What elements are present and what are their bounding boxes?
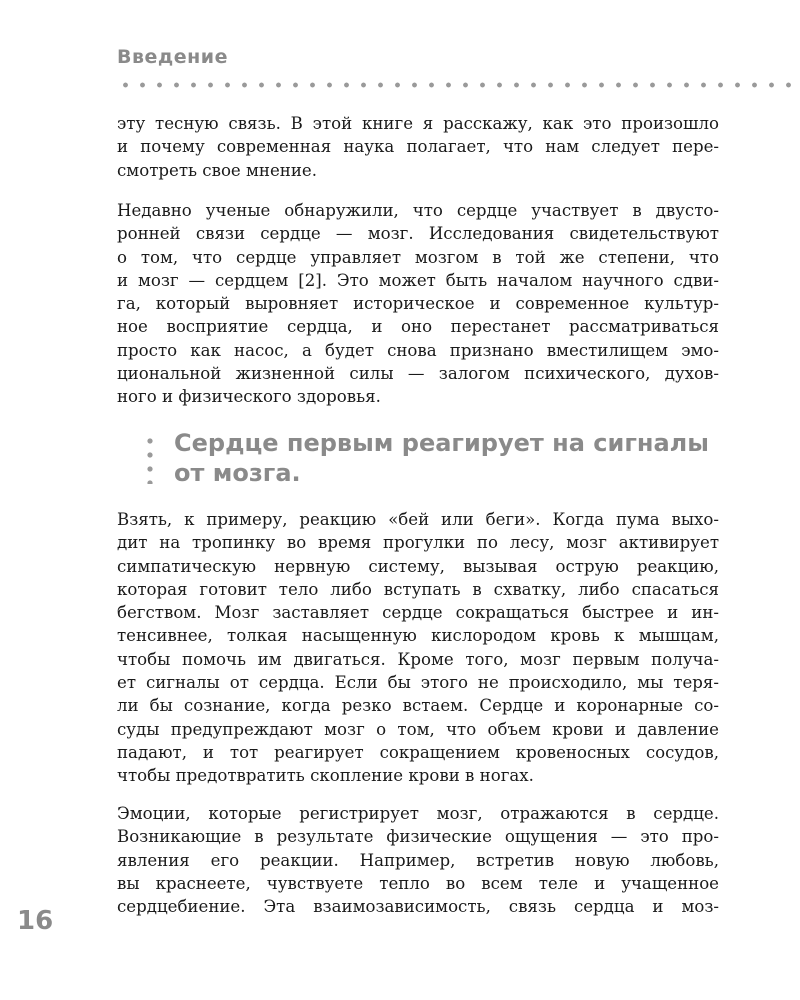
text-line: ли бы сознание, когда резко встаем. Сердце и коронарные со- (117, 696, 719, 716)
pullquote-dots (147, 434, 153, 484)
text-line: ронней связи сердце — мозг. Исследования свидетельствуют (117, 224, 719, 244)
running-head: Введение (117, 46, 228, 68)
pullquote-line: от мозга. (174, 459, 301, 487)
text-line: сердцебиение. Эта взаимозависимость, связь сердца и моз- (117, 897, 719, 917)
paragraph-4 (117, 802, 719, 918)
paragraph-1 (117, 112, 719, 182)
text-line: суды предупреждают мозг о том, что объем крови и давление (117, 719, 719, 739)
text-line: смотреть свое мнение. (117, 160, 318, 180)
text-line: ное восприятие сердца, и оно перестанет рассматриваться (117, 317, 719, 337)
text-line: и мозг — сердцем [2]. Это может быть началом научного сдви- (117, 270, 719, 290)
text-line: симпатическую нервную систему, вызывая острую реакцию, (117, 556, 719, 576)
text-line: просто как насос, а будет снова признано вместилищем эмо- (117, 340, 719, 360)
text-line: га, который выровняет историческое и современное культур- (117, 294, 719, 314)
text-line: вы краснеете, чувствуете тепло во всем теле и учащенное (117, 873, 719, 893)
text-line: ет сигналы от сердца. Если бы этого не происходило, мы теря- (117, 673, 719, 693)
text-line: чтобы предотвратить скопление крови в ногах. (117, 766, 534, 786)
paragraph-3 (117, 508, 719, 788)
pullquote-text (174, 428, 709, 488)
text-line: ного и физического здоровья. (117, 387, 381, 407)
text-line: о том, что сердце управляет мозгом в той же степени, что (117, 247, 719, 267)
text-line: которая готовит тело либо вступать в схватку, либо спасаться (117, 579, 719, 599)
text-line: бегством. Мозг заставляет сердце сокращаться быстрее и ин- (117, 603, 719, 623)
text-line: эту тесную связь. В этой книге я расскажу, как это произошло (117, 114, 719, 133)
text-line: тенсивнее, толкая насыщенную кислородом кровь к мышцам, (117, 626, 719, 646)
text-line: Эмоции, которые регистрирует мозг, отражаются в сердце. (117, 804, 719, 823)
dotted-divider (117, 82, 800, 88)
text-line: Недавно ученые обнаружили, что сердце участвует в двусто- (117, 201, 719, 220)
text-line: и почему современная наука полагает, что нам следует пере- (117, 137, 719, 157)
paragraph-2 (117, 199, 719, 409)
text-line: дит на тропинку во время прогулки по лесу, мозг активирует (117, 533, 719, 553)
text-line: Взять, к примеру, реакцию «бей или беги». Когда пума выхо- (117, 510, 719, 529)
pullquote-line: Сердце первым реагирует на сигналы (174, 429, 709, 457)
text-line: явления его реакции. Например, встретив новую любовь, (117, 850, 719, 870)
text-line: циональной жизненной силы — залогом психического, духов- (117, 364, 719, 384)
text-line: падают, и тот реагирует сокращением кровеносных сосудов, (117, 742, 719, 762)
text-line: чтобы помочь им двигаться. Кроме того, мозг первым получа- (117, 649, 719, 669)
page-number: 16 (17, 906, 54, 936)
text-line: Возникающие в результате физические ощущения — это про- (117, 827, 719, 847)
